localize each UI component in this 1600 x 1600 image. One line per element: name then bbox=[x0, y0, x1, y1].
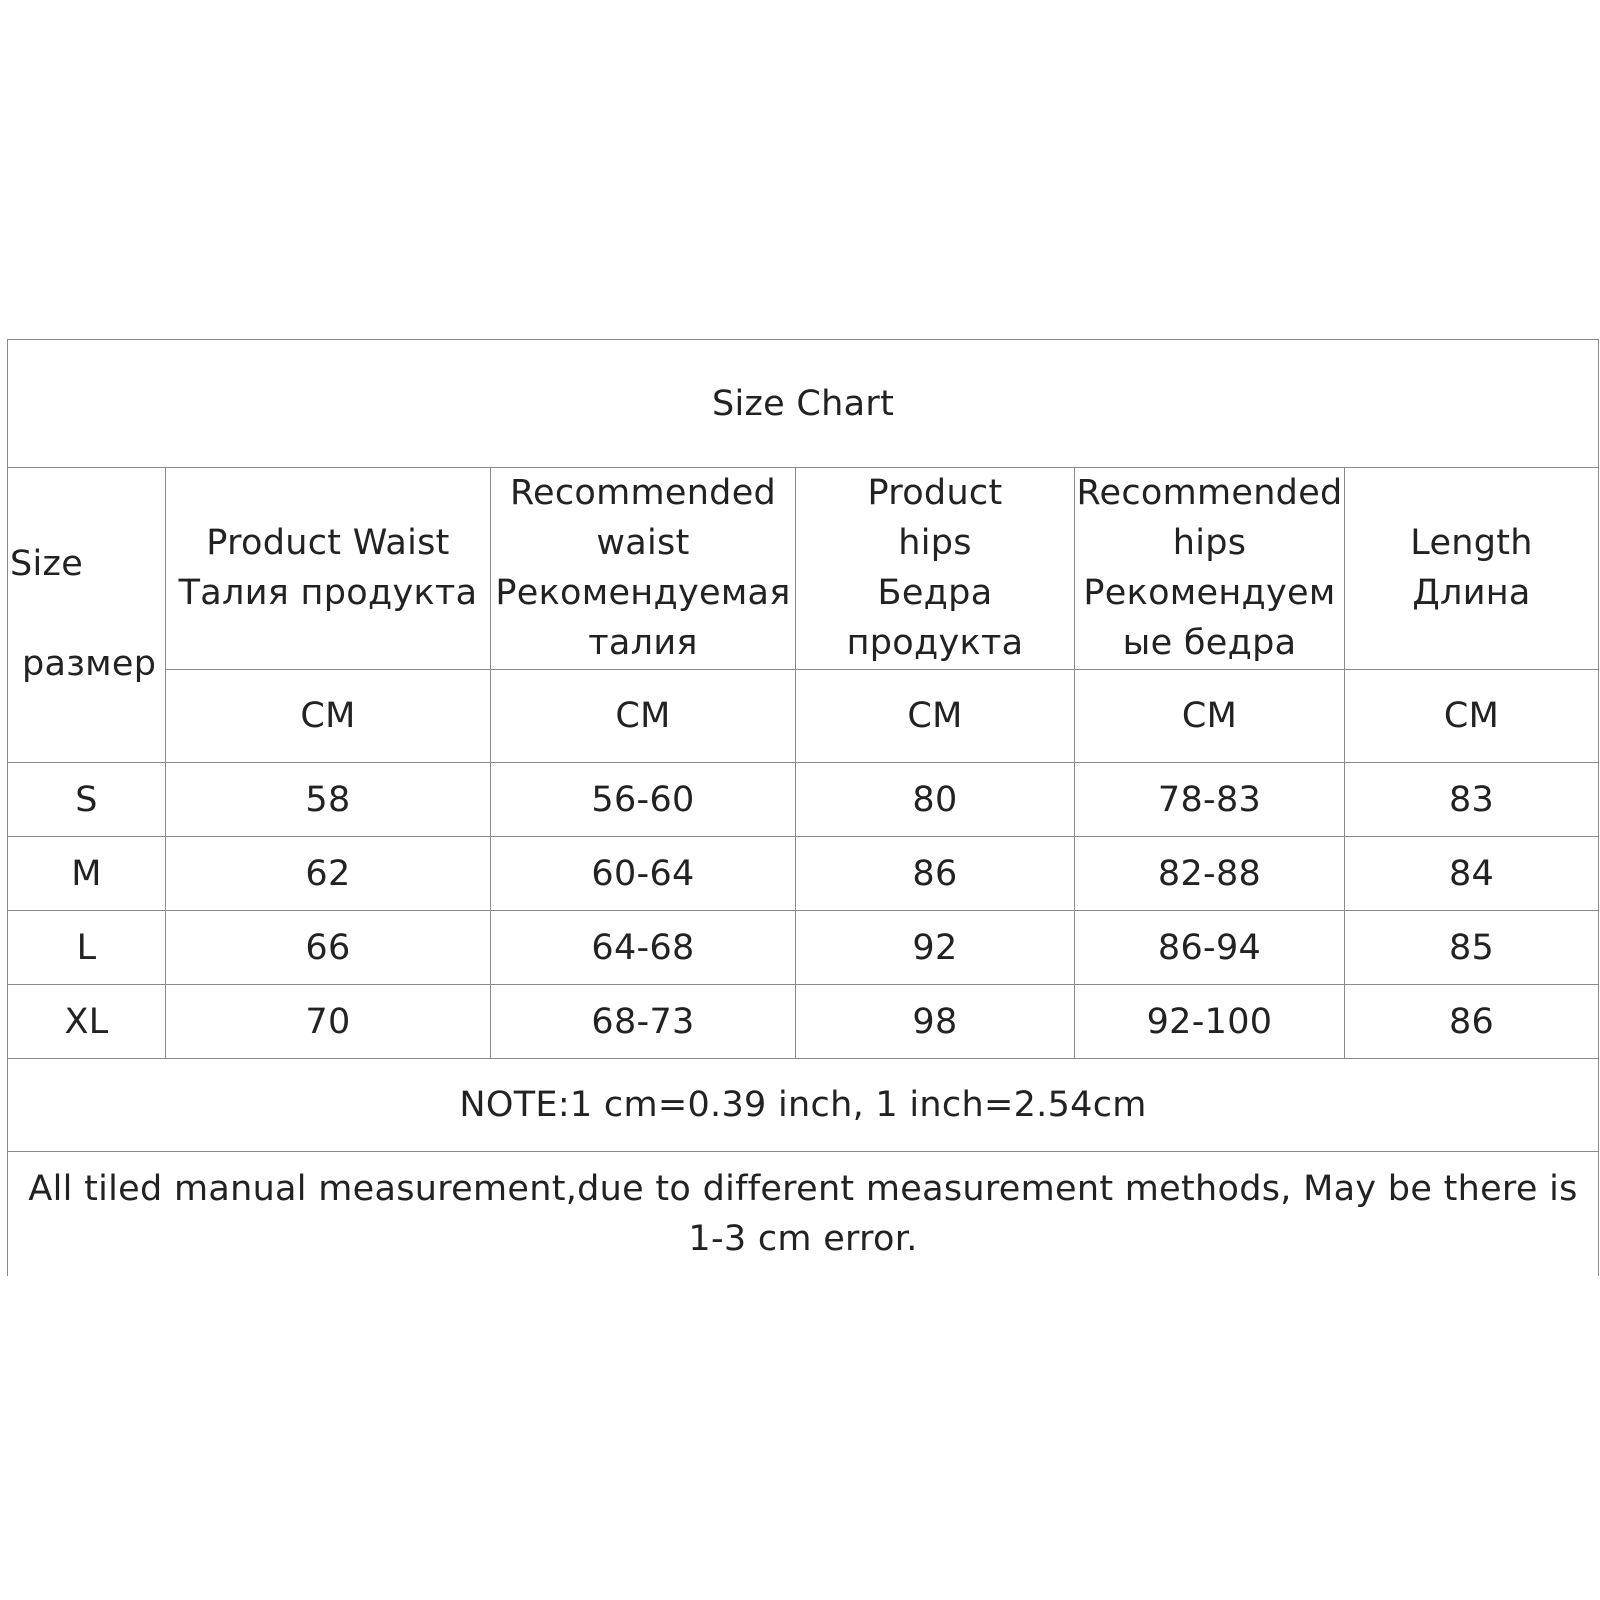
table-row bbox=[8, 763, 1599, 837]
recommended-hips-value: 86-94 bbox=[1075, 911, 1345, 985]
recommended-hips-value: 82-88 bbox=[1075, 837, 1345, 911]
column-header-length: Length Длина bbox=[1345, 468, 1599, 670]
product-hips-value: 80 bbox=[796, 763, 1075, 837]
length-value: 86 bbox=[1345, 985, 1599, 1059]
size-header-cell bbox=[8, 468, 166, 763]
size-header-ru: размер bbox=[22, 644, 157, 684]
column-header-recommended-hips: Recommended hips Рекомендуем ые бедра bbox=[1075, 468, 1345, 670]
length-value: 85 bbox=[1345, 911, 1599, 985]
recommended-hips-value: 78-83 bbox=[1075, 763, 1345, 837]
size-label: S bbox=[8, 763, 166, 837]
unit-recommended-hips: CM bbox=[1075, 669, 1345, 762]
product-hips-value: 92 bbox=[796, 911, 1075, 985]
size-chart-table bbox=[7, 339, 1599, 1276]
recommended-hips-value: 92-100 bbox=[1075, 985, 1345, 1059]
size-label: XL bbox=[8, 985, 166, 1059]
recommended-waist-value: 60-64 bbox=[491, 837, 796, 911]
recommended-waist-value: 68-73 bbox=[491, 985, 796, 1059]
unit-length: CM bbox=[1345, 669, 1599, 762]
measurement-error-note: All tiled manual measurement,due to different measurement methods, May be there is 1-3 cm error. bbox=[8, 1152, 1599, 1277]
column-header-product-waist: Product Waist Талия продукта bbox=[166, 468, 491, 670]
size-label: M bbox=[8, 837, 166, 911]
recommended-waist-value: 56-60 bbox=[491, 763, 796, 837]
size-label: L bbox=[8, 911, 166, 985]
product-waist-value: 66 bbox=[166, 911, 491, 985]
length-value: 83 bbox=[1345, 763, 1599, 837]
unit-recommended-waist: CM bbox=[491, 669, 796, 762]
product-hips-value: 86 bbox=[796, 837, 1075, 911]
recommended-waist-value: 64-68 bbox=[491, 911, 796, 985]
unit-product-hips: CM bbox=[796, 669, 1075, 762]
product-waist-value: 70 bbox=[166, 985, 491, 1059]
chart-title: Size Chart bbox=[8, 340, 1599, 468]
length-value: 84 bbox=[1345, 837, 1599, 911]
column-header-product-hips: Product hips Бедра продукта bbox=[796, 468, 1075, 670]
table-row bbox=[8, 837, 1599, 911]
column-header-recommended-waist: Recommended waist Рекомендуемая талия bbox=[491, 468, 796, 670]
product-waist-value: 62 bbox=[166, 837, 491, 911]
conversion-note: NOTE:1 cm=0.39 inch, 1 inch=2.54cm bbox=[8, 1059, 1599, 1152]
table-row bbox=[8, 911, 1599, 985]
unit-product-waist: CM bbox=[166, 669, 491, 762]
product-waist-value: 58 bbox=[166, 763, 491, 837]
table-row bbox=[8, 985, 1599, 1059]
size-header-en: Size bbox=[10, 544, 84, 584]
product-hips-value: 98 bbox=[796, 985, 1075, 1059]
